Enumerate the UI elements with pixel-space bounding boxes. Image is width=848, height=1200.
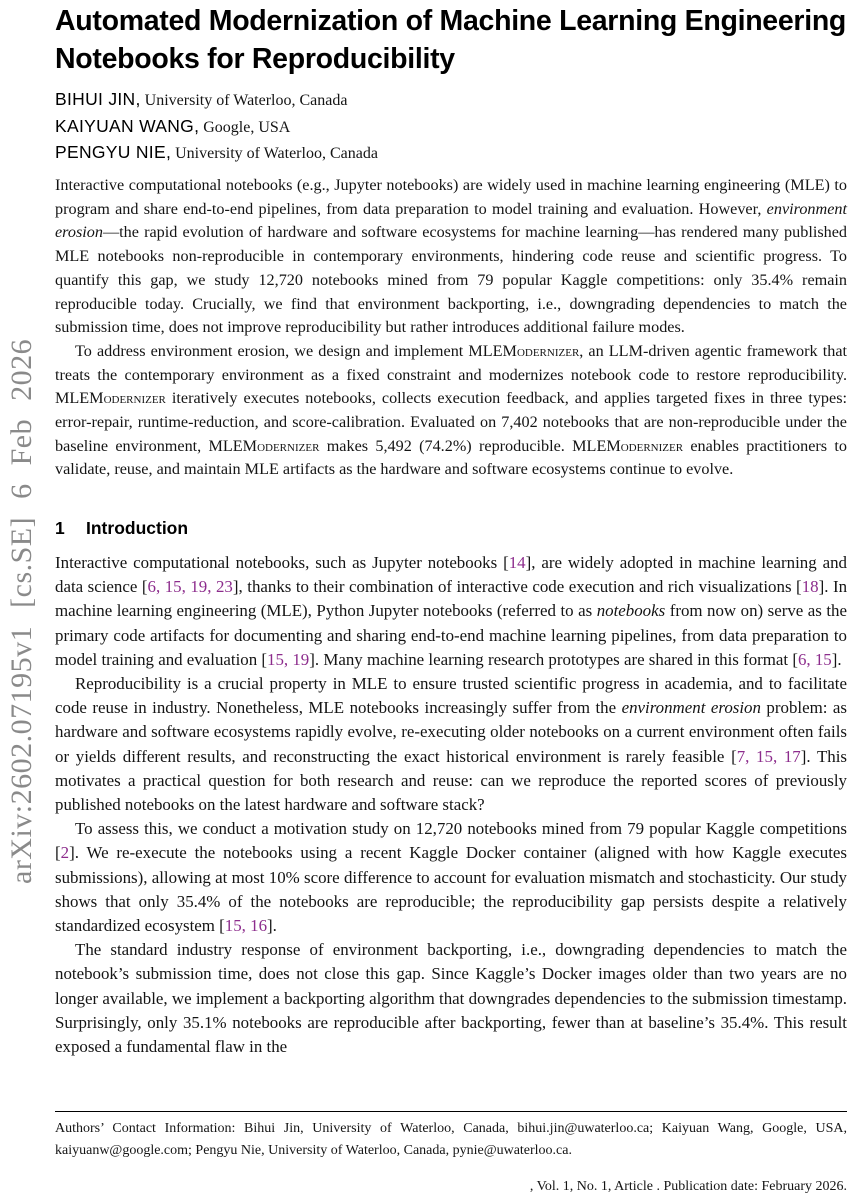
abstract-paragraph <box>55 340 847 482</box>
author-name: PENGYU NIE, <box>55 142 172 163</box>
text-run: problem: as hardware and software ecosystems rapidly evolve, re-executing older notebooks on a current environment often fails or yields different results, and reconstructing the exact historical environment is rarely feasible [ <box>55 698 847 766</box>
body-paragraph <box>55 672 847 817</box>
text-run: ]. <box>831 649 842 669</box>
text-run: iteratively executes notebooks, collects execution feedback, and applies targeted fixes in three types: error-repair, runtime-reduction, and score-calibration. Evaluated on 7,402 notebooks that are non-reproducible under the baseline environment, <box>55 389 847 455</box>
citation-link[interactable]: 15, 19 <box>267 649 310 669</box>
citation-link[interactable]: 15, 16 <box>224 916 268 936</box>
text-run: The standard industry response of environment backporting, i.e., downgrading dependencies to match the notebook’s submission time, does not close this gap. Since Kaggle’s Docker images older than two years are no longer available, we implement a backporting algorithm that downgrades dependencies to the submission timestamp. Surprisingly, only 35.1% notebooks are reproducible after backporting, fewer than at baseline’s 35.4%. This result exposed a fundamental flaw in the <box>55 940 847 1057</box>
citation-link[interactable]: 2 <box>60 843 70 863</box>
italic-text: notebooks <box>596 601 666 621</box>
body-paragraph <box>55 938 847 1059</box>
author-affiliation: University of Waterloo, Canada <box>144 92 348 109</box>
section-title: Introduction <box>86 518 189 538</box>
italic-text: environment erosion <box>55 199 847 242</box>
section-number: 1 <box>55 518 65 538</box>
authors-block <box>55 87 847 167</box>
text-run: makes 5,492 (74.2%) reproducible. <box>319 436 573 455</box>
abstract-paragraph <box>55 174 847 340</box>
body-paragraph <box>55 817 847 938</box>
text-run: Reproducibility is a crucial property in MLE to ensure trusted scientific progress in academia, and to facilitate code reuse in industry. Nonetheless, MLE notebooks increasingly suffer from the <box>55 674 847 718</box>
section-heading-introduction <box>55 518 847 539</box>
page-title: Automated Modernization of Machine Learning Engineering Notebooks for Reproducibility <box>55 5 847 75</box>
text-run: Interactive computational notebooks (e.g., Jupyter notebooks) are widely used in machine learning engineering (MLE) to program and share end-to-end pipelines, from data preparation to model training and evaluation. However, <box>55 176 847 218</box>
text-run: ], thanks to their combination of interactive code execution and rich visualizations [ <box>232 577 802 597</box>
citation-link[interactable]: 6, 15 <box>797 649 832 669</box>
text-run: —the rapid evolution of hardware and software ecosystems for machine learning—has rendered many published MLE notebooks non-reproducible in contemporary environments, hindering code reuse and scientific progress. To quantify this gap, we study 12,720 notebooks mined from 79 popular Kaggle competitions: only 35.4% remain reproducible today. Crucially, we find that environment backporting, i.e., downgrading dependencies to match the submission time, does not improve reproducibility but rather introduces additional failure modes. <box>55 223 847 337</box>
text-run: from now on) serve as the primary code artifacts for documenting and sharing end-to-end machine learning pipelines, from data preparation to model training and evaluation [ <box>55 601 847 669</box>
tool-name-smallcaps: MLEModernizer <box>208 436 320 455</box>
tool-name-smallcaps: MLEModernizer <box>55 389 166 408</box>
text-run: ]. <box>267 916 277 936</box>
text-run: ]. We re-execute the notebooks using a recent Kaggle Docker container (aligned with how Kaggle executes submissions), allowing at most 10% score difference to account for evaluation mismatch and stochasticity. Our study shows that only 35.4% of the notebooks are reproducible; the reproducibility gap persists despite a relatively standardized ecosystem [ <box>55 843 847 936</box>
citation-link[interactable]: 14 <box>508 553 526 572</box>
citation-link[interactable]: 18 <box>801 577 819 597</box>
arxiv-watermark: arXiv:2602.07195v1 [cs.SE] 6 Feb 2026 <box>5 338 38 884</box>
citation-link[interactable]: 7, 15, 17 <box>736 746 801 766</box>
text-run: ], are widely adopted in machine learning and data science [ <box>55 553 847 597</box>
text-run: ]. This motivates a practical question for both research and reuse: can we reproduce the reported scores of previously published notebooks on the latest hardware and software stack? <box>55 746 847 815</box>
text-run: , an LLM-driven agentic framework that treats the contemporary environment as a fixed constraint and modernizes notebook code to restore reproducibility. <box>55 341 847 384</box>
citation-link[interactable]: 6, 15, 19, 23 <box>147 577 233 597</box>
text-run: Interactive computational notebooks, such as Jupyter notebooks [ <box>55 553 509 572</box>
author-affiliation: University of Waterloo, Canada <box>175 145 378 163</box>
tool-name-smallcaps: MLEModernizer <box>468 341 580 360</box>
text-run: ]. Many machine learning research prototypes are shared in this format [ <box>309 649 798 669</box>
introduction-body <box>55 551 847 1109</box>
abstract <box>55 174 847 482</box>
text-run: To address environment erosion, we design and implement <box>75 341 469 360</box>
author-row <box>55 87 847 114</box>
author-row <box>55 114 847 141</box>
italic-text: environment erosion <box>621 698 761 718</box>
text-run: To assess this, we conduct a motivation study on 12,720 notebooks mined from 79 popular Kaggle competitions [ <box>55 819 847 863</box>
author-name: KAIYUAN WANG, <box>55 115 200 136</box>
author-name: BIHUI JIN, <box>55 89 141 109</box>
tool-name-smallcaps: MLEModernizer <box>572 436 684 455</box>
text-run: ]. In machine learning engineering (MLE), Python Jupyter notebooks (referred to as <box>55 577 847 621</box>
body-paragraph <box>55 551 847 672</box>
text-run: enables practitioners to validate, reuse, and maintain MLE artifacts as the hardware and software ecosystems continue to evolve. <box>55 436 847 479</box>
authors-contact-footnote: Authors’ Contact Information: Bihui Jin, University of Waterloo, Canada, bihui.jin@uwaterloo.ca; Kaiyuan Wang, Google, USA, kaiyuanw@google.com; Pengyu Nie, University of Waterloo, Canada, pynie@uwaterloo.ca. <box>55 1111 847 1161</box>
author-affiliation: Google, USA <box>203 118 291 136</box>
publication-footer: , Vol. 1, No. 1, Article . Publication date: February 2026. <box>529 1179 847 1194</box>
author-row <box>55 140 847 167</box>
